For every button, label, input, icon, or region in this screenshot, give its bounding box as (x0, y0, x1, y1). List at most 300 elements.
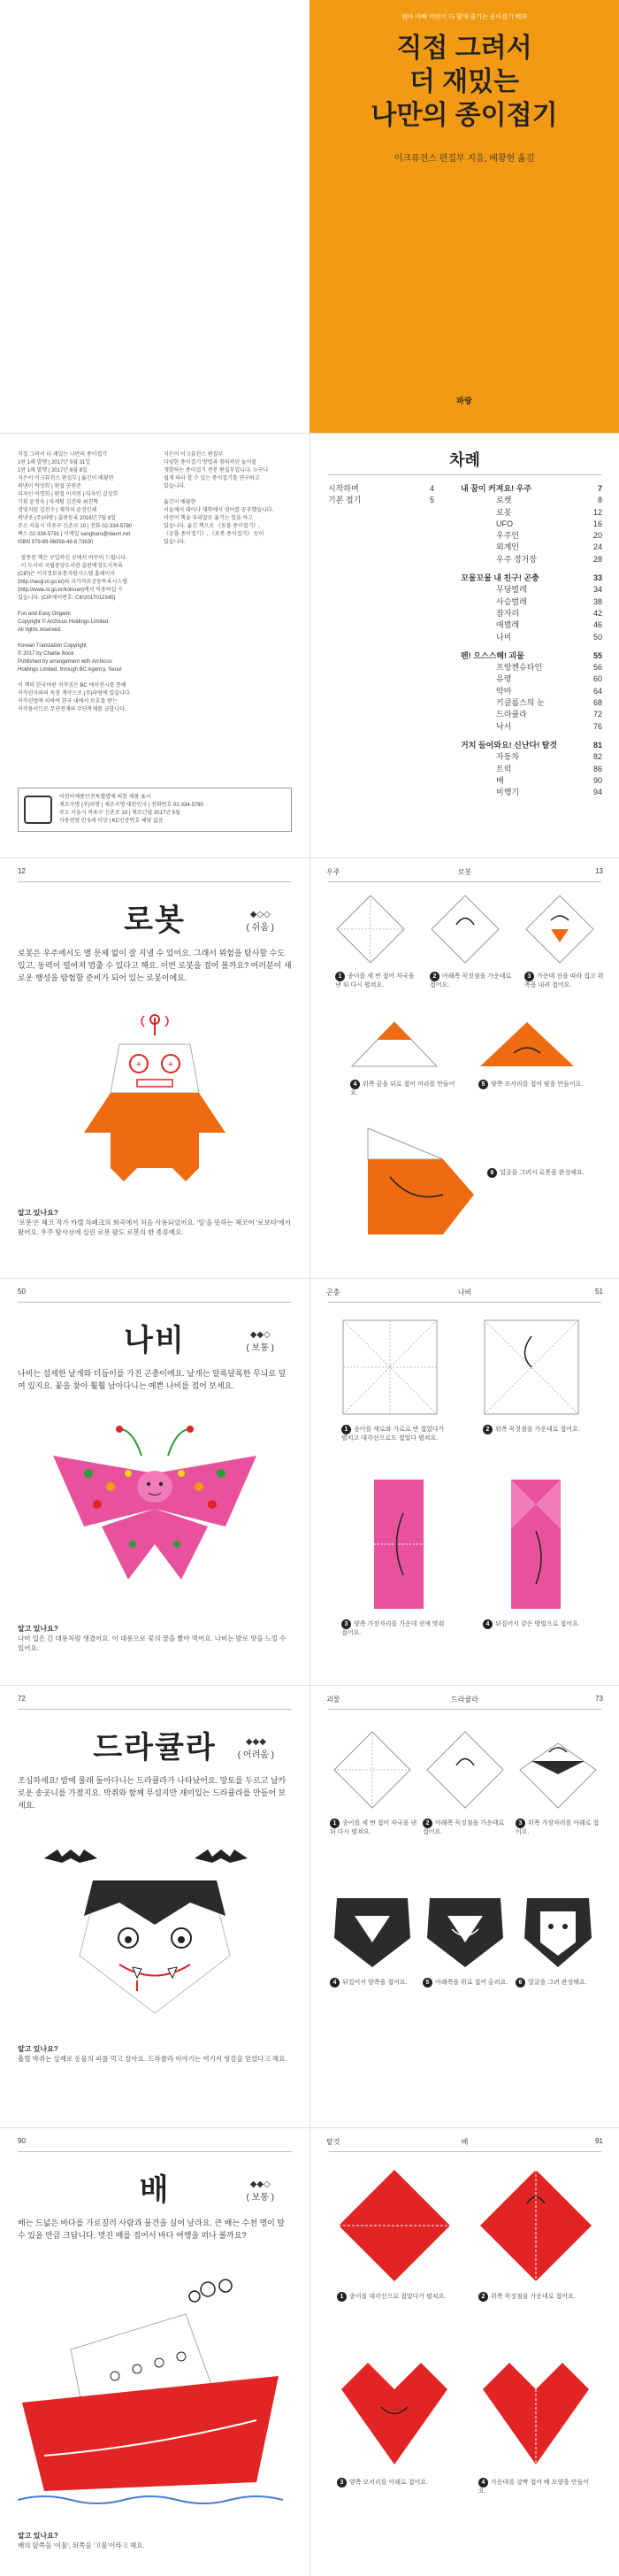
robot-right-page (310, 858, 619, 1278)
step-3-caption (337, 2478, 452, 2488)
difficulty (246, 910, 274, 933)
bat-left (44, 1849, 97, 1863)
step-5-diagram (478, 1018, 576, 1071)
text-line (164, 491, 296, 499)
step-2-text: 아래쪽 꼭짓점을 가운데로 접어요. (430, 973, 512, 988)
text-line: 사용연령 만 5세 이상 | KC인증번호 해당 없음 (59, 819, 164, 824)
step-3-text: 양쪽 모서리를 아래로 접어요. (349, 2480, 428, 2486)
boat-illustration (18, 2279, 283, 2509)
project-label: 배 (461, 2138, 469, 2146)
boat-left-page (0, 2128, 310, 2576)
text-line: (http://www.nl.go.kr/kolisnet)에서 이용하실 수 (18, 588, 123, 593)
kc-text (59, 794, 286, 826)
intro-text: 로봇은 우주에서도 별 문제 없이 잘 지낼 수 있어요. 그래서 위험을 탐사할 수도 있고, 동력이 떨어져 멈출 수 있다고 해요. 이번 로봇을 접어 볼까요? 여러분이 새로운 행성을 탐험할 준비가 되어 있는 로봇이에요. (18, 949, 292, 982)
step-2-caption (423, 1819, 511, 1837)
cover-page (310, 0, 619, 433)
text-line: 개발하는 종이접기 전문 편집부입니다. 누구나 (164, 468, 269, 473)
text-line: 지은이 이크퓨전스 편집부 | 옮긴이 배황현 (18, 476, 114, 481)
toc-entry-title: 시작하며 (328, 484, 359, 493)
difficulty-diamonds: ◆◆◇ (249, 1330, 271, 1340)
text-line: 1판 1쇄 발행 | 2017년 6월 8일 (18, 468, 88, 473)
text-line: 옮긴이 배황현 (164, 500, 196, 505)
header-rule (328, 2151, 601, 2152)
step-6-text: 얼굴을 그려 완성해요. (528, 1980, 587, 1986)
step-2-diagram (430, 894, 501, 965)
step-3-number: 3 (337, 2478, 347, 2488)
toc-entry[interactable] (461, 740, 602, 751)
kc-logo (24, 796, 52, 824)
step-1-text: 종이를 세로와 가로로 반 접었다가 펼치고 대각선으로도 접었다 펼쳐요. (341, 1426, 445, 1442)
step-2-caption (483, 1425, 589, 1434)
text-line: 저작권법에 의하여 한국 내에서 보호를 받는 (18, 699, 118, 704)
toc-entry[interactable] (461, 584, 602, 596)
svg-text:+: + (135, 1059, 142, 1070)
toc-entry-title: 사슴벌레 (496, 596, 527, 606)
toc-entry-page: 5 (429, 496, 434, 505)
text-line: 저작권자와의 독점 계약으로 (주)파랑에 있습니다. (18, 691, 132, 696)
toc-title-underline (328, 474, 601, 475)
step-1-number: 1 (335, 972, 345, 981)
text-line: ISBN 979-89-96058-48-8 73630 (18, 540, 94, 545)
toc-entry-page: 16 (592, 519, 602, 528)
toc-entry[interactable] (461, 619, 602, 631)
step-3-diagram (518, 1730, 598, 1810)
step-6-diagram (363, 1124, 478, 1239)
header-rule (18, 881, 292, 882)
text-line: 펴낸이 박상희 | 편집 공원준 (18, 484, 81, 489)
step-4-text: 뒤집어서 같은 방법으로 접어요. (495, 1621, 580, 1627)
step-2-caption (430, 972, 514, 990)
step-5-text: 양쪽 모서리를 접어 팔을 만들어요. (491, 1081, 584, 1088)
colophon-toc-spread (0, 434, 619, 858)
cover-publisher: 파랑 (456, 396, 472, 405)
toc-entry-title: 비행기 (496, 788, 520, 797)
step-1-text: 종이를 세 번 접어 자국을 낸 뒤 다시 펼쳐요. (330, 1820, 417, 1835)
header-rule (18, 1302, 292, 1303)
toc-entry-page: 4 (429, 484, 434, 493)
tip-box (18, 2044, 292, 2064)
toc-entry-title: UFO (496, 519, 513, 528)
toc-entry-page: 81 (592, 740, 602, 750)
text-line: · 잘못된 책은 구입하신 곳에서 바꾸어 드립니다. (18, 556, 127, 561)
toc-group (461, 740, 602, 798)
step-1-text: 종이를 세 번 접어 자국을 낸 뒤 다시 펼쳐요. (335, 973, 415, 988)
page-number: 50 (18, 1288, 26, 1296)
step-6-text: 얼굴을 그려서 로봇을 완성해요. (500, 1170, 585, 1176)
toc-entry[interactable] (461, 775, 602, 787)
cover-title-line-2: 더 재밌는 (409, 67, 520, 96)
page-number: 91 (595, 2137, 603, 2145)
text-line (18, 603, 159, 611)
step-2-number: 2 (430, 972, 439, 981)
toc-entry[interactable] (461, 573, 602, 584)
step-5-number: 5 (423, 1978, 432, 1988)
dracula-left-page (0, 1686, 310, 2127)
step-2-number: 2 (423, 1819, 432, 1828)
step-3-text: 양쪽 가장자리를 가운데 선에 맞춰 접어요. (341, 1621, 445, 1636)
text-line: 다양한 종이접기 방법과 창의적인 놀이를 (164, 460, 257, 465)
text-line (18, 547, 159, 555)
toc-entry[interactable] (461, 530, 602, 542)
text-line: 있습니다. (CIP제어번호: CIP2017012345) (18, 596, 116, 601)
toc-entry[interactable] (328, 483, 434, 495)
step-2-text: 위쪽 꼭짓점을 가운데로 접어요. (495, 1426, 580, 1433)
boat-spread (0, 2128, 619, 2576)
header-rule (18, 2151, 292, 2152)
difficulty-diamonds: ◆◇◇ (249, 910, 271, 919)
toc-entry[interactable] (461, 596, 602, 608)
text-line: Fun and Easy Origami (18, 611, 71, 617)
difficulty-level: ( 쉬움 ) (246, 923, 274, 933)
toc-entry-page: 33 (592, 573, 602, 583)
toc-group (461, 650, 602, 733)
toc-entry-page: 20 (592, 531, 602, 541)
robot-left-page (0, 858, 310, 1278)
step-4-caption (350, 1080, 456, 1098)
step-3-text: 위쪽 가장자리를 아래로 접어요. (516, 1820, 600, 1835)
toc-entry-title: 키클롭스의 눈 (496, 698, 545, 708)
toc-entry[interactable] (461, 673, 602, 685)
toc-entry-title: 나비 (496, 632, 512, 642)
header-rule (328, 881, 601, 882)
toc-entry-title: 꼬물꼬물 내 친구! 곤충 (461, 573, 539, 583)
step-1-caption (341, 1425, 447, 1443)
tip-text: 나비 입은 긴 대롱처럼 생겼어요. 이 대롱으로 꽃의 꿀을 빨아 먹어요. 나비는 발로 맛을 느낄 수 있어요. (18, 1634, 287, 1652)
toc-entry-title: 악마 (496, 686, 512, 696)
step-3-diagram (524, 894, 595, 965)
step-4-number: 4 (350, 1080, 360, 1089)
toc-entry-page: 76 (592, 721, 602, 731)
toc-entry-title: 우주인 (496, 531, 520, 541)
toc-entry[interactable] (461, 483, 602, 495)
cover-spread (0, 0, 619, 434)
step-4-caption (478, 2478, 593, 2496)
cover-title (310, 32, 619, 133)
text-line (18, 674, 159, 682)
butterfly-left-page (0, 1279, 310, 1685)
page-number: 73 (595, 1695, 603, 1703)
toc-entry[interactable] (461, 787, 602, 798)
step-3-diagram (372, 1478, 425, 1611)
step-1-number: 1 (337, 2292, 347, 2302)
step-6-number: 6 (516, 1978, 525, 1988)
text-line: 저작물이므로 무단전재와 무단복제를 금합니다. (18, 707, 126, 712)
step-5-text: 아래쪽을 위로 접어 올려요. (435, 1980, 508, 1986)
text-line: 지은이 이크퓨전스 편집부 (164, 452, 224, 458)
intro-text: 조심하세요! 밤에 몰래 돌아다니는 드라큘라가 나타났어요. 망토를 두르고 날카로운 송곳니를 가졌지요. 박쥐와 함께 무섭지만 재미있는 드라큘라를 만들어 보세요. (18, 1776, 287, 1810)
project-title: 로봇 (124, 904, 186, 937)
text-line (18, 634, 159, 642)
step-4-caption (330, 1978, 418, 1988)
step-1-diagram (337, 2168, 452, 2283)
step-3-number: 3 (524, 972, 534, 981)
toc-title: 차례 (449, 451, 480, 469)
toc-entry-title: 트럭 (496, 764, 512, 773)
toc-list (328, 483, 602, 805)
butterfly-illustration (49, 1420, 261, 1588)
step-6-diagram (523, 1889, 593, 1969)
toc-entry-page: 24 (592, 542, 602, 552)
cover-title-line-3: 나만의 종이접기 (371, 101, 558, 130)
dracula-illustration (35, 1832, 274, 2018)
text-line: 어린이 책을 우리말로 옮기는 일을 하고 (164, 516, 254, 521)
difficulty-diamonds: ◆◆◇ (249, 2180, 271, 2189)
step-4-diagram (350, 1018, 439, 1071)
text-line: Copyright © Archicus Holdings Limited (18, 619, 109, 625)
toc-entry-page: 94 (592, 788, 602, 797)
toc-entry[interactable] (461, 650, 602, 662)
step-1-diagram (341, 1319, 439, 1416)
page-number: 90 (18, 2137, 26, 2145)
step-3-number: 3 (516, 1819, 525, 1828)
toc-entry-title: 외계인 (496, 542, 520, 552)
page-number: 13 (595, 867, 603, 875)
toc-entry-page: 12 (592, 507, 602, 517)
step-6-caption (487, 1168, 593, 1178)
robot-illustration (75, 1009, 234, 1186)
cover-top-note: 엄마 아빠 어린이 다 함께 즐기는 종이접기 백과 (401, 14, 528, 20)
toc-entry-title: 무당벌레 (496, 585, 527, 595)
difficulty-level: ( 보통 ) (246, 2193, 274, 2203)
step-1-caption (330, 1819, 418, 1837)
step-5-caption (423, 1978, 511, 1988)
toc-entry-title: 기본 접기 (328, 496, 362, 505)
toc-entry[interactable] (461, 721, 602, 733)
toc-entry-page: 64 (592, 686, 602, 696)
step-2-diagram (483, 1319, 580, 1416)
text-line: 펴낸곳 (주)파랑 | 출판등록 2016년 7월 8일 (18, 516, 116, 521)
butterfly-right-page (310, 1279, 619, 1685)
toc-entry-title: 배 (496, 775, 504, 785)
project-label: 드라큘라 (451, 1696, 478, 1703)
toc-entry-page: 60 (592, 674, 602, 684)
colophon-left-column (18, 451, 159, 714)
text-line: Holdings Limited, through BC Agency, Seoul (18, 667, 122, 673)
text-line: 제조자명 (주)파랑 | 제조국명 대한민국 | 전화번호 02-334-5780 (59, 803, 203, 808)
difficulty (246, 1330, 274, 1353)
difficulty-level: ( 어려움 ) (237, 1750, 274, 1760)
category-label: 탈것 (326, 2138, 340, 2146)
tip-box (18, 1208, 292, 1237)
step-1-text: 종이를 대각선으로 접었다가 펼쳐요. (349, 2294, 447, 2300)
toc-entry-page: 28 (592, 554, 602, 564)
step-3-caption (524, 972, 608, 990)
toc-entry[interactable] (461, 686, 602, 697)
text-line: 주소 서울시 마포구 신촌로 10 | 제조년월 2017년 5월 (59, 811, 180, 816)
robot-spread (0, 858, 619, 1279)
text-line: 《공룡 종이접기》, 《로봇 종이접기》 등이 (164, 532, 264, 537)
toc-entry[interactable] (461, 495, 602, 506)
text-line: 1판 1쇄 발행 | 2017년 5월 31일 (18, 460, 91, 465)
text-line: · 이 도서의 국립중앙도서관 출판예정도서목록 (18, 564, 123, 569)
project-label: 나비 (457, 1288, 472, 1296)
tip-box (18, 1624, 292, 1653)
toc-entry-title: 유령 (496, 674, 512, 684)
step-2-text: 아래쪽 꼭짓점을 가운데로 접어요. (423, 1820, 505, 1835)
header-rule (18, 1709, 292, 1710)
toc-entry-title: 우주 정거장 (496, 554, 537, 564)
difficulty-diamonds: ◆◆◆ (245, 1737, 266, 1747)
toc-entry-page: 90 (592, 775, 602, 785)
text-line: Published by arrangement with Archicus (18, 659, 112, 665)
kc-box (18, 788, 292, 832)
toc-entry-page: 55 (592, 650, 602, 660)
toc-entry-title: 잠자리 (496, 608, 520, 618)
step-2-diagram (425, 1730, 505, 1810)
boat-right-page (310, 2128, 619, 2576)
step-4-caption (483, 1619, 589, 1629)
toc-entry-page: 7 (597, 484, 602, 493)
text-line: 팩스 02-334-5781 | 이메일 sangbaru@daum.net (18, 532, 131, 537)
step-4-text: 가운데를 살짝 접어 배 모양을 만들어요. (478, 2480, 590, 2495)
toc-entry[interactable] (461, 632, 602, 643)
toc-entry[interactable] (461, 709, 602, 720)
toc-entry[interactable] (328, 495, 434, 506)
text-line: (CIP)은 서지정보유통지원시스템 홈페이지 (18, 572, 116, 577)
text-line: © 2017 by Charlie Book (18, 651, 74, 657)
step-2-number: 2 (483, 1425, 493, 1434)
toc-entry[interactable] (461, 507, 602, 519)
intro-text: 배는 드넓은 바다를 가로질러 사람과 물건을 실어 날라요. 큰 배는 수천 명이 탈 수 있을 만큼 크답니다. 멋진 배를 접어서 바다 여행을 떠나 볼까요? (18, 2218, 286, 2240)
step-4-diagram (478, 2354, 593, 2469)
butterfly-spread (0, 1279, 619, 1686)
text-line: 있습니다. (164, 540, 186, 545)
tip-box (18, 2531, 292, 2550)
tip-text: 배의 앞쪽을 '이물', 뒤쪽을 '고물'이라고 해요. (18, 2541, 145, 2549)
step-4-number: 4 (330, 1978, 340, 1988)
project-title: 드라큘라 (93, 1731, 217, 1765)
header-rule (328, 1302, 601, 1303)
header-rule (328, 1709, 601, 1710)
text-line: 디자인 이명희 | 편집 이지연 | 디자인 김상희 (18, 492, 118, 497)
cover-authors: 이크퓨전스 편집부 지음, 배황현 옮김 (394, 154, 535, 164)
colophon-right-column (164, 451, 296, 547)
toc-entry-page: 56 (592, 663, 602, 673)
page-number: 51 (595, 1288, 603, 1296)
page-number: 72 (18, 1695, 26, 1703)
step-2-caption (478, 2292, 593, 2302)
toc-entry[interactable] (461, 519, 602, 530)
toc-entry-title: 내 꿈이 커져요! 우주 (461, 484, 532, 493)
text-line: 서울에서 태어나 대학에서 영어를 공부했습니다. (164, 508, 274, 513)
svg-text:+: + (167, 1059, 174, 1070)
step-4-diagram (332, 1889, 412, 1969)
toc-entry-page: 72 (592, 710, 602, 719)
toc-entry-title: 애벌레 (496, 620, 520, 630)
step-3-number: 3 (341, 1619, 351, 1629)
step-5-caption (478, 1080, 585, 1089)
step-1-caption (337, 2292, 452, 2302)
toc-entry[interactable] (461, 697, 602, 709)
bat-right (195, 1849, 248, 1863)
toc-group (461, 483, 602, 565)
toc-page (310, 434, 619, 857)
text-line: Korean Translation Copyright (18, 643, 87, 649)
text-line: (http://seoji.nl.go.kr)와 국가자료공동목록시스템 (18, 580, 127, 585)
toc-entry-title: 드라큘라 (496, 710, 527, 719)
step-3-diagram (337, 2354, 452, 2469)
text-line: 어린이제품안전특별법에 의한 제품 표시 (59, 795, 151, 800)
toc-entry[interactable] (461, 608, 602, 619)
toc-entry-title: 펜! 으스스해! 괴물 (461, 650, 524, 660)
toc-entry-page: 8 (597, 496, 602, 505)
toc-entry-title: 로켓 (496, 496, 512, 505)
tip-title: 알고 있나요? (18, 2045, 58, 2053)
toc-entry-page: 86 (592, 764, 602, 773)
step-5-number: 5 (478, 1080, 488, 1089)
intro-text: 나비는 섬세한 날개와 더듬이를 가진 곤충이에요. 날개는 알록달록한 무늬로 덮여 있지요. 꽃을 찾아 훨훨 날아다니는 예쁜 나비를 접어 보세요. (18, 1369, 287, 1390)
project-title: 나비 (124, 1324, 186, 1357)
toc-entry-title: 낙서 (496, 721, 512, 731)
toc-entry-page: 42 (592, 608, 602, 618)
project-label: 로봇 (457, 868, 472, 876)
toc-entry-title: 자동차 (496, 752, 520, 762)
step-6-caption (516, 1978, 604, 1988)
toc-entry-page: 38 (592, 596, 602, 606)
project-title: 배 (139, 2173, 171, 2207)
tip-title: 알고 있나요? (18, 1625, 58, 1633)
toc-entry[interactable] (461, 764, 602, 775)
toc-group (328, 483, 434, 507)
step-4-number: 4 (478, 2478, 488, 2488)
toc-entry[interactable] (461, 542, 602, 553)
toc-entry[interactable] (461, 751, 602, 763)
step-1-diagram (332, 1730, 412, 1810)
step-1-number: 1 (330, 1819, 340, 1828)
text-line: 있습니다. 옮긴 책으로 《동물 종이접기》, (164, 524, 260, 529)
toc-entry-title: 프랑켄슈타인 (496, 663, 543, 673)
step-6-number: 6 (487, 1168, 497, 1178)
category-label: 우주 (326, 868, 340, 876)
step-5-diagram (425, 1889, 505, 1969)
difficulty (238, 1737, 274, 1760)
step-3-text: 가운데 선을 따라 접고 위쪽을 내려 접어요. (524, 973, 604, 988)
step-4-number: 4 (483, 1619, 493, 1629)
toc-entry-title: 로봇 (496, 507, 512, 517)
colophon-page (0, 434, 310, 857)
text-line: 있습니다. (164, 484, 186, 489)
toc-entry[interactable] (461, 662, 602, 673)
text-line: 이 책의 한국어판 저작권은 BC 에이전시를 통해 (18, 683, 126, 688)
dracula-spread (0, 1686, 619, 2128)
step-2-diagram (478, 2168, 593, 2283)
step-3-caption (516, 1819, 604, 1837)
toc-entry-page: 82 (592, 752, 602, 762)
text-line: 주소 서울시 마포구 신촌로 10 | 전화 02-334-5780 (18, 524, 133, 529)
step-3-caption (341, 1619, 447, 1638)
text-line: 기획 윤정숙 | 마케팅 김진태 최진혁 (18, 500, 99, 505)
text-line: 쉽게 따라 할 수 있는 종이접기를 연구하고 (164, 476, 260, 481)
step-1-diagram (335, 894, 406, 965)
step-1-caption (335, 972, 419, 990)
toc-entry[interactable] (461, 554, 602, 565)
step-2-number: 2 (478, 2292, 488, 2302)
text-line: 경영지원 김진수 | 제작처 공진인쇄 (18, 508, 97, 513)
tip-text: 흡혈 박쥐는 실제로 동물의 피를 먹고 살아요. 드라큘라 이야기는 여기서 영감을 얻었다고 해요. (18, 2055, 287, 2063)
toc-entry-page: 68 (592, 698, 602, 708)
difficulty (246, 2180, 274, 2203)
step-4-text: 위쪽 끝을 뒤로 접어 머리를 만들어요. (350, 1081, 455, 1096)
toc-entry-page: 50 (592, 632, 602, 642)
step-2-text: 위쪽 꼭짓점을 가운데로 접어요. (491, 2294, 576, 2300)
step-1-number: 1 (341, 1425, 351, 1434)
text-line: All rights reserved. (18, 627, 62, 633)
smoke (189, 2280, 232, 2302)
dracula-right-page (310, 1686, 619, 2127)
tip-text: '로봇'은 체코 작가 카렐 차페크의 희곡에서 처음 사용되었어요. '일'을 뜻하는 체코어 '로보타'에서 왔어요. 우주 탐사선에 실린 로봇 팔도 로봇의 한 종류예요. (18, 1219, 291, 1236)
tip-title: 알고 있나요? (18, 2532, 58, 2540)
toc-group (461, 573, 602, 643)
